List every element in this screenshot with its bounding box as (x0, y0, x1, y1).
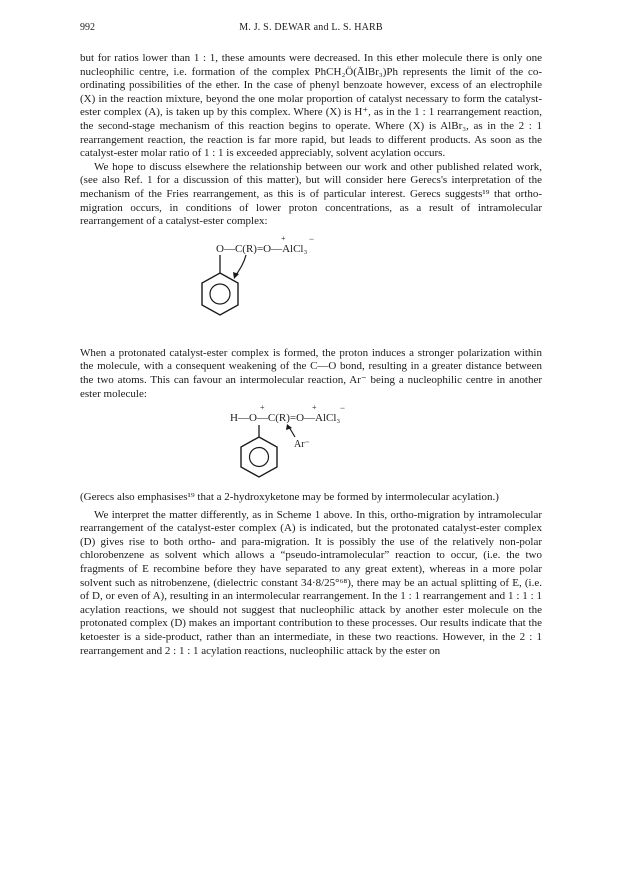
fig2-charge-plus-2: + (312, 403, 317, 413)
fig1-charge-minus: − (309, 233, 315, 244)
structure-protonated-complex (80, 401, 542, 491)
figure-protonated-complex (80, 401, 542, 491)
aromatic-circle (210, 284, 230, 304)
aromatic-circle (250, 448, 269, 467)
running-head-authors: M. J. S. DEWAR and L. S. HARB (239, 22, 383, 33)
fig2-charge-minus: − (340, 403, 346, 414)
page-number: 992 (80, 22, 95, 33)
structure-catalyst-ester-complex (80, 229, 542, 347)
migration-arrow (236, 255, 246, 275)
fig2-chain: H—O—C(R)=O—AlCl₃ (230, 412, 341, 425)
fig1-charge-plus: + (281, 233, 286, 243)
fig2-aryl-anion: Ar⁻ (294, 439, 310, 451)
paragraph-5: We interpret the matter differently, as in Scheme 1 above. In this, ortho-migration by intramolecular rearrangement of the catalyst-ester complex (A) is indicated, but the protonated catalyst-ester complex (D) gives rise to both ortho- and para-migration. It is possibly the use of the relatively non-polar chlorobenzene as solvent which allows a “pseudo-intramolecular” reaction to occur, (i.e. the two fragments of E recombine before they have separated to any great extent), whereas in a more polar solvent such as nitrobenzene, (dielectric constant 34·8/25°⁶⁸), there may be an actual splitting of E, (i.e. of D, or even of A), resulting in an intermolecular rearrangement. In the 1 : 1 rearrangement and 1 : 1 : 1 acylation reactions, we should not suggest that nucleophilic attack by another ester molecule on the protonated complex (D) makes an important contribution to these processes. Our results indicate that the ketoester is a side-product, rather than an intermediate, in these two reactions. However, in the 2 : 1 rearrangement and 2 : 1 : 1 acylation reactions, nucleophilic attack by the ester on (80, 508, 542, 657)
paragraph-4: (Gerecs also emphasises¹⁹ that a 2-hydroxyketone may be formed by intermolecular acylation.) (80, 491, 499, 504)
paragraph-3: When a protonated catalyst-ester complex is formed, the proton induces a stronger polarization within the molecule, with a consequent weakening of the C—O bond, resulting in a greater distance between the two atoms. This can favour an intermolecular reaction, Ar⁻ being a nucleophilic centre in another ester molecule: (80, 346, 542, 400)
benzene-ring (241, 437, 277, 477)
running-header (80, 22, 542, 38)
article-body (80, 52, 542, 658)
migration-arrowhead (233, 272, 239, 279)
fig1-chain: O—C(R)=O—AlCl₃ (216, 242, 308, 255)
fig2-charge-plus-1: + (260, 403, 265, 413)
paragraph-2: We hope to discuss elsewhere the relationship between our work and other published related work, (see also Ref. 1 for a discussion of this matter), but will consider here Gerecs's interpretation of the mechanism of the Fries rearrangement, as this is of particular interest. Gerecs suggests¹⁹ that ortho-migration occurs, in conditions of lower proton concentrations, as a result of intramolecular rearrangement of a catalyst-ester complex: (80, 160, 542, 228)
figure-catalyst-ester-complex (80, 229, 542, 347)
paragraph-1: but for ratios lower than 1 : 1, these amounts were decreased. In this ether molecule there is only one nucleophilic centre, i.e. formation of the complex PhCH₂Ö(ĀlBr₃)Ph represents the limit of the co-ordinating possibilities of the ether. In the case of phenyl benzoate however, excess of an electrophile (X) in the reaction mixture, beyond the one molar proportion of catalyst necessary to form the catalyst-ester complex (A), is taken up by this complex. Where (X) is H⁺, as in the 1 : 1 rearrangement reaction, the second-stage mechanism of this reaction begins to operate. Where (X) is AlBr₃, as in the 2 : 1 rearrangement reaction, the reaction is far more rapid, but leads to different products. As soon as the catalyst-ester molar ratio of 1 : 1 is exceeded appreciably, solvent acylation occurs. (80, 52, 542, 160)
attack-arrowhead (286, 424, 292, 430)
benzene-ring (202, 273, 238, 315)
